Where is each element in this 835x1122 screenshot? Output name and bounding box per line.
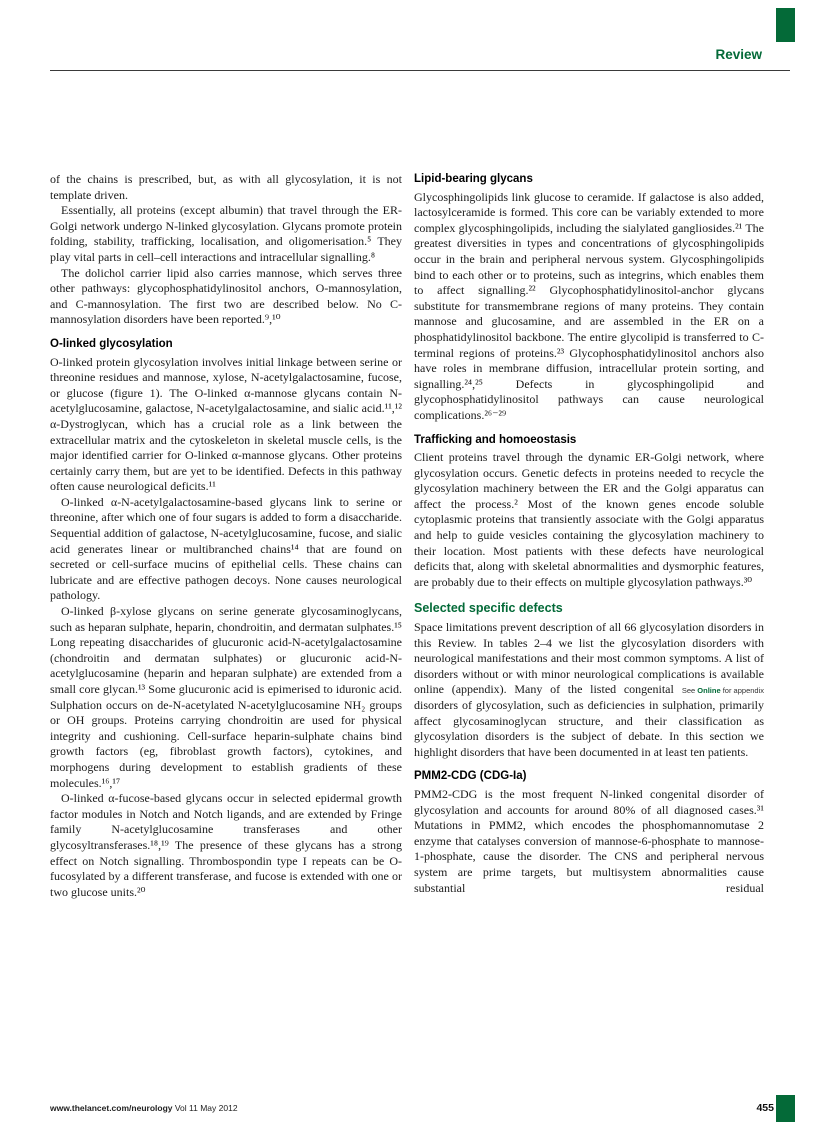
page-number: 455 [756, 1102, 774, 1114]
paragraph-chains-intro: of the chains is prescribed, but, as with all glycosylation, it is not template driven. [50, 172, 402, 202]
footer-journal-info [50, 1103, 238, 1113]
paragraph-essentially-all-proteins: Essentially, all proteins (except albumin) that travel through the ER-Golgi network undergo N-linked glycosylation. Glycans promote protein folding, stability, trafficking, localisation, and oligomerisation.⁵ They play vital parts in cell–cell interactions and intracellular signalling.⁸ [50, 203, 402, 264]
section-heading-selected-specific-defects: Selected specific defects [414, 601, 563, 616]
paragraph-selected-specific-defects [414, 620, 764, 760]
left-text-column [50, 172, 402, 900]
right-text-column [414, 172, 764, 896]
margin-note-see: See [681, 686, 696, 696]
paragraph-o-linked-xylose: O-linked β-xylose glycans on serine generate glycosaminoglycans, such as heparan sulphate, heparin, chondroitin, and dermatan sulphates.¹⁵ Long repeating disaccharides of glucuronic acid-N-acetylgalactosamine (chondroitin and dermatan sulphates) or glucuronic acid-N-acetylglucosamine (heparin and heparan sulphate) are extended from a small core glycan.¹³ Some glucuronic acid is epimerised to iduronic acid. Sulphation occurs on de-N-acetylated N-acetylglucosamine NH₂ groups or OH groups. Proteins carrying chondroitin are used for physical integrity and cushioning. Cell-surface heparin-sulphate chains bind growth factors (eg, fibroblast growth factors), cytokines, and morphogens during development to establish gradients of these molecules.¹⁶,¹⁷ [50, 604, 402, 790]
running-head-section-label: Review [715, 47, 762, 62]
lancet-green-corner-bar-top [776, 8, 795, 42]
footer-issue-info: Vol 11 May 2012 [174, 1103, 238, 1113]
margin-note-see-online [682, 686, 764, 695]
journal-url-link[interactable]: www.thelancet.com/neurology [50, 1103, 173, 1113]
lancet-green-corner-bar-bottom [776, 1095, 795, 1122]
paragraph-o-linked-galnac: O-linked α-N-acetylgalactosamine-based glycans link to serine or threonine, after which one of four sugars is added to form a disaccharide. Sequential addition of galactose, N-acetylglucosamine, fucose, and sialic acid generates linear or multibranched chains¹⁴ that are found on secreted or cell-surface mucins of epithelial cells. These chains can lubricate and are effective pathogen decoys. None causes neurological pathology. [50, 494, 402, 603]
section-heading-o-linked-glycosylation: O-linked glycosylation [50, 337, 173, 350]
paragraph-selected-text-b: Many of the listed congenital disorders of glycosylation, such as deficiencies in sulphation, primarily affect glycosaminoglycan structure, and their classification as glycosylation disorders is the subject of debate. In this section we highlight disorders that have been documented in at least ten patients. [414, 682, 764, 759]
paragraph-pmm2-cdg: PMM2-CDG is the most frequent N-linked congenital disorder of glycosylation and accounts for around 80% of all diagnosed cases.³¹ Mutations in PMM2, which encodes the phosphomannomutase 2 enzyme that catalyses conversion of mannose-6-phosphate to mannose-1-phosphate, cause the disorder. The CNS and peripheral nervous system are prime targets, but multisystem abnormalities cause substantial residual [414, 786, 764, 895]
paragraph-selected-text-a: Space limitations prevent description of all 66 glycosylation disorders in this Review. In tables 2–4 we list the glycosylation disorders with neurological manifestations and their most common symptoms. A list of disorders without or with minor neurological complications is available online (appendix). [414, 620, 764, 697]
paragraph-o-linked-mannose: O-linked protein glycosylation involves initial linkage between serine or threonine residues and mannose, xylose, N-acetylgalactosamine, fucose, or glucose (figure 1). The O-linked α-mannose glycans contain N-acetylglucosamine, galactose, N-acetylgalactosamine, and sialic acid.¹¹,¹² α-Dystroglycan, which has a crucial role as a link between the extracellular matrix and the cytoskeleton in skeletal muscle cells, is the major identified carrier for O-linked α-mannose glycans. Other proteins certainly carry them, but are yet to be identified. Defects in this pathway often cause neurological deficits.¹¹ [50, 354, 402, 494]
paragraph-lipid-bearing-glycans: Glycosphingolipids link glucose to ceramide. If galactose is also added, lactosylceramide is formed. This core can be variably extended to more complex glycosphingolipids, including the sialylated gangliosides.²¹ The greatest diversities in types and concentrations of glycosphingolipids occur in the brain and peripheral nervous system. Glycosphingolipids bind to each other or to proteins, such as integrins, which enables them to affect signalling.²² Glycophosphatidylinositol-anchor glycans substitute for transmembrane regions of many proteins. They contain mannose and glucosamine, and are assembled in the ER on a phosphatidylinositol backbone. The entire glycolipid is transferred to C-terminal regions of proteins.²³ Glycophosphatidylinositol anchors also have roles in membrane diffusion, intracellular protein sorting, and signalling.²⁴,²⁵ Defects in glycosphingolipid and glycophosphatidylinositol pathways can cause neurological complications.²⁶⁻²⁹ [414, 189, 764, 422]
section-heading-lipid-bearing-glycans: Lipid-bearing glycans [414, 173, 533, 185]
section-heading-pmm2-cdg: PMM2-CDG (CDG-Ia) [414, 770, 527, 783]
paragraph-dolichol-carrier: The dolichol carrier lipid also carries mannose, which serves three other pathways: glycophosphatidylinositol anchors, O-mannosylation, and C-mannosylation. The first two are described below. No C-mannosylation disorders have been reported.⁹,¹⁰ [50, 265, 402, 327]
section-heading-trafficking-homoeostasis: Trafficking and homoeostasis [414, 433, 577, 446]
see-online-appendix-link[interactable]: Online [697, 686, 721, 696]
paragraph-o-linked-fucose: O-linked α-fucose-based glycans occur in selected epidermal growth factor modules in Notch and Notch ligands, and are extended by Fringe family N-acetylglucosamine transferases and other glycosyltransferases.¹⁸,¹⁹ The presence of these glycans has a strong effect on Notch signalling. Thrombospondin type I repeats can be O-fucosylated by a different transferase, and fucose is extended with one or two glucose units.²⁰ [50, 791, 402, 899]
margin-note-for-appendix: for appendix [722, 686, 764, 696]
paragraph-trafficking-homoeostasis: Client proteins travel through the dynamic ER-Golgi network, where glycosylation occurs. Genetic defects in proteins needed to recycle the glycosylation machinery between the ER and the Golgi apparatus can affect the process.² Most of the known genes encode soluble cytoplasmic proteins that transiently associate with the Golgi apparatus and help to guide vesicles containing the glycosylation machinery to their location. Most patients with these defects have neurological deficits that, along with skeletal abnormalities and dysmorphic features, are probably due to their effects on multiple glycosylation pathways.³⁰ [414, 450, 764, 589]
header-rule [50, 70, 790, 71]
